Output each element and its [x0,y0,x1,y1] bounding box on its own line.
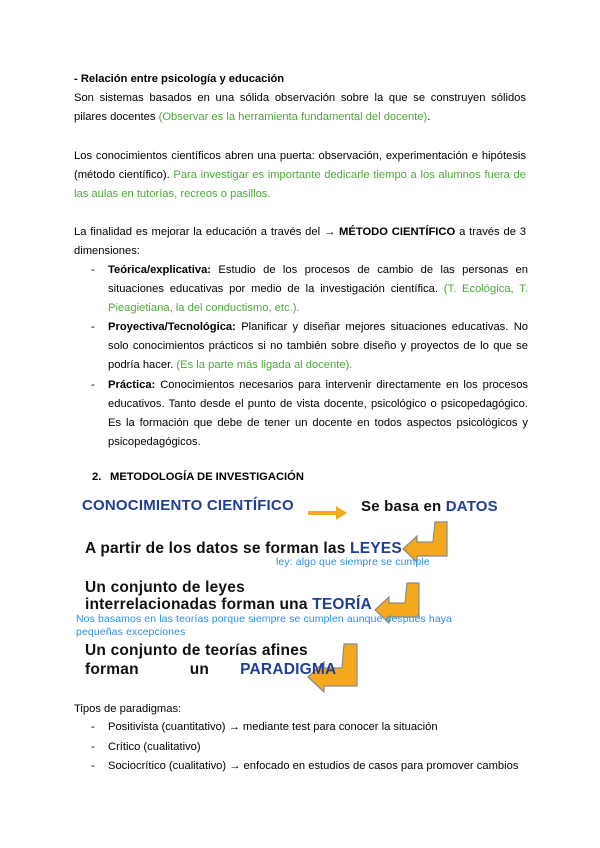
diagram-theory-line [85,596,372,613]
diagram-paradigm-line [85,660,336,679]
bullet-text: Estudio de los procesos de cambio de las personas en situaciones educativas por medio de la investigación científica. [108,264,529,295]
diagram-text: A partir de los datos se forman las [85,540,346,557]
bullet-text: Conocimientos necesarios para intervenir directamente en los procesos educativos. Tanto desde el punto de vista docente, psicológico o psicopedagógico. Es la formación que debe de tener un docente en todos aspectos psicológicos y psicopedagógicos. [108,379,529,448]
green-note: (Observar es la herramienta fundamental del docente) [158,111,428,123]
right-arrow-icon [308,506,347,520]
bullet-title: Práctica: [108,379,156,391]
diagram-text: Un conjunto de teorías afines [85,642,308,659]
section-heading: - Relación entre psicología y educación [74,73,285,85]
note-line: pequeñas excepciones [76,626,186,638]
list-item: Positivista (cuantitativo) → mediante test para conocer la situación [108,721,438,733]
diagram-text: Un conjunto de leyes [85,579,245,596]
diagram-scientific-knowledge: CONOCIMIENTO CIENTÍFICO [82,497,294,514]
paragraph-text: a través de 3 dimensiones: [74,226,527,257]
diagram-text: un [189,661,210,678]
paragraph-text: La finalidad es mejorar la educación a través del [74,226,321,238]
diagram-based-on-data [361,498,498,515]
list-item: Sociocrítico (cualitativo) → enfocado en estudios de casos para promover cambios [108,760,519,772]
bullet-dash: - [91,264,95,276]
law-note: ley: algo que siempre se cumple [276,556,430,568]
key-term-paradigm: PARADIGMA [240,661,337,678]
bullet-dash: - [91,721,95,733]
bullet-title: Teórica/explicativa: [108,264,212,276]
paragraph-end: . [427,111,431,123]
key-term-laws: LEYES [350,540,402,557]
paragraph-text: Los conocimientos científicos abren una puerta: observación, experimentación e hipótesis (método científico). [74,150,526,181]
diagram-text: forman [85,661,139,678]
section-number: 2. [92,471,102,483]
diagram-theory-block [85,579,372,613]
key-term-theory: TEORÍA [312,596,372,613]
green-note: Para investigar es importante dedicarle tiempo a los alumnos fuera de las aulas en tutorías, recreos o pasillos. [74,169,526,200]
diagram-paradigm-block [85,641,336,679]
paradigms-intro: Tipos de paradigmas: [74,703,182,715]
bullet-dash: - [91,379,95,391]
key-term-data: DATOS [445,498,498,515]
note-line: Nos basamos en las teorías porque siempre se cumplen aunque después haya [76,613,453,625]
method-bold: MÉTODO CIENTÍFICO [339,226,456,238]
bullet-dash: - [91,741,95,753]
diagram-text: Se basa en [361,498,442,515]
list-item: Crítico (cualitativo) [108,741,201,753]
bullet-dash: - [91,760,95,772]
bullet-dash: - [91,321,95,333]
green-note: (T. Ecológica, T. Pieagietiana, la del conductismo, etc.). [108,283,528,314]
bullet-text: Planificar y diseñar mejores situaciones educativas. No solo conocimientos prácticos si no también sobre diseño y proyectos de lo que se podría hacer. [108,321,528,371]
theory-note [76,613,452,639]
paragraph-text: Son sistemas basados en una sólida observación sobre la que se construyen sólidos pilares docentes [74,92,526,123]
bullet-title: Proyectiva/Tecnológica: [108,321,236,333]
green-note: (Es la parte más ligada al docente). [176,359,353,371]
section-heading: METODOLOGÍA DE INVESTIGACIÓN [110,471,304,483]
arrow-symbol: → [323,226,336,238]
diagram-text: interrelacionadas forman una [85,596,308,613]
